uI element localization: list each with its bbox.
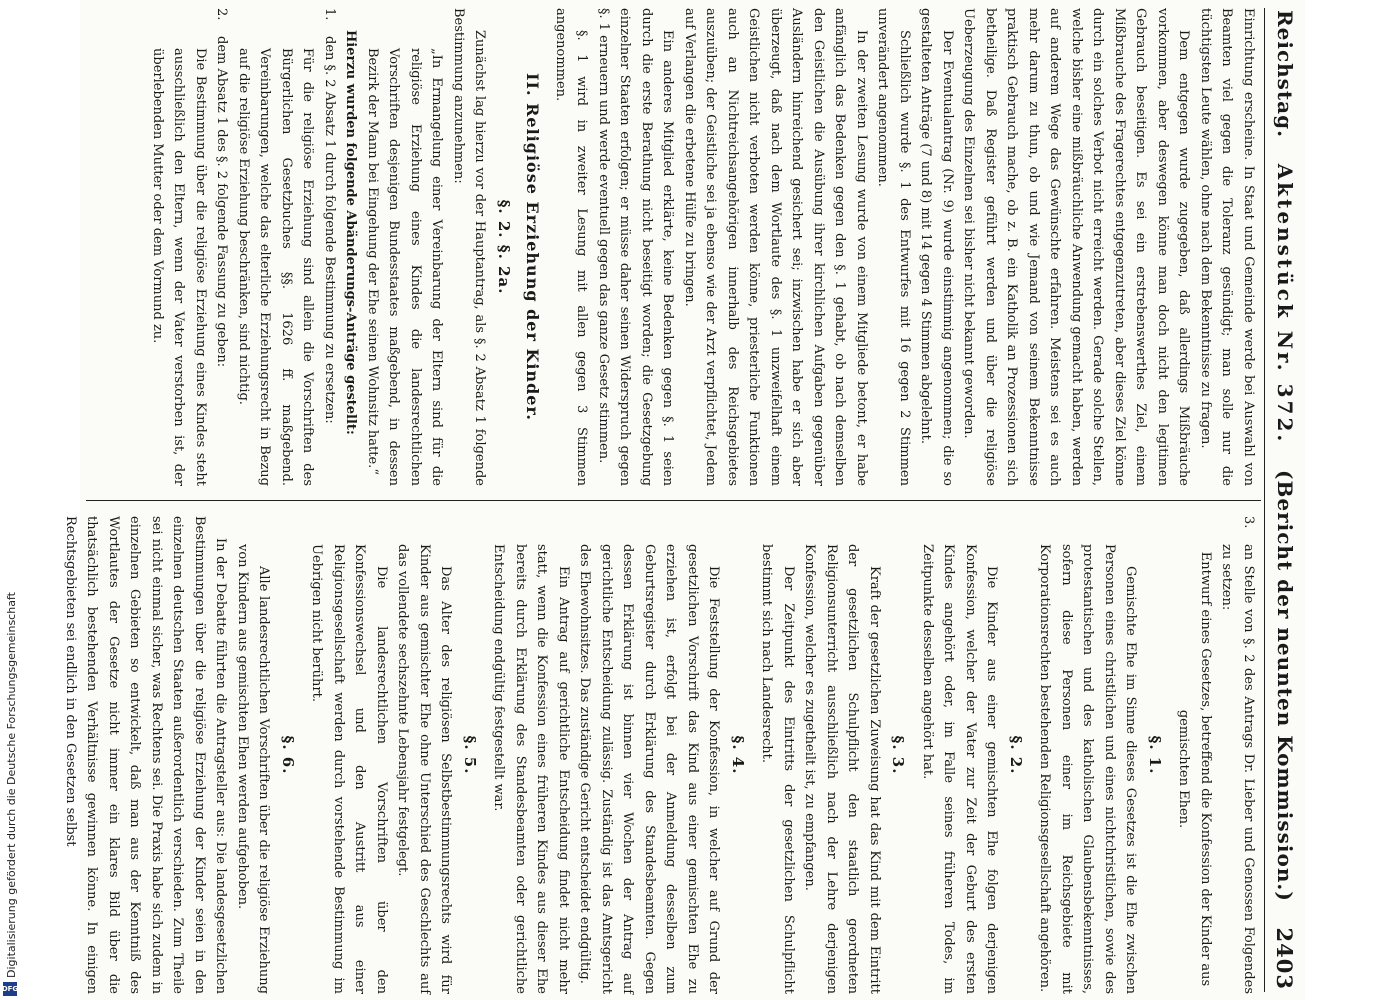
section-number: §. 1. [1146, 735, 1164, 775]
paragraph: Der Zeitpunkt des Eintritts der gesetzlichen Schulpflicht bestimmt sich nach Landesrecht. [759, 544, 796, 994]
section-number: §. 6. [279, 735, 297, 775]
list-item [211, 8, 233, 486]
section-number: §. 4. [729, 735, 747, 775]
paragraph: Der Eventualantrag (Nr. 9) wurde einstimmig angenommen; die so gestalteten Anträge (7 und 8) mit 14 gegen 4 Stimmen abgelehnt. [918, 8, 955, 486]
item-number: 1. [322, 8, 337, 21]
page-header [1269, 10, 1299, 990]
paragraph: Das Alter des religiösen Selbstbestimmungsrechts wird für Kinder aus gemischter Ehe ohne Unterschied des Geschlechts auf das vollendete sechszehnte Lebensjahr festgelegt. [395, 544, 454, 994]
right-column [63, 516, 1259, 994]
section-numbers: §. 2. §. 2a. [495, 199, 513, 295]
paragraph: Alle landesrechtlichen Vorschriften über die religiöse Erziehung von Kindern aus gemischten Ehen werden aufgehoben. [235, 544, 272, 994]
item-number: 2. [214, 8, 230, 21]
paragraph: Ein Antrag auf gerichtliche Entscheidung findet nicht mehr statt, wenn die Konfession eines früheren Kindes aus dieser Ehe bereits durch Erklärung des Standesbeamten oder gerichtliche Entscheidung endgültig festgestellt war. [491, 544, 571, 994]
paragraph: Die Feststellung der Konfession, in welcher auf Grund der gesetzlichen Vorschrift das Kind aus einer gemischten Ehe zu erziehen ist, erfolgt bei der Anmeldung desselben zum Geburtsregister durch Erklärung des Standesbeamten. Gegen dessen Erklärung ist binnen vier Wochen der Antrag auf gerichtliche Entscheidung zulässig. Zuständig ist das Amtsgericht des Ehewohnsitzes. Das zuständige Gericht entscheidet endgültig. [577, 544, 722, 994]
header-right: (Bericht der neunten Kommission.) [1272, 470, 1297, 902]
quoted-provision: Für die religiöse Erziehung sind allein die Vorschriften des Bürgerlichen Gesetzbuches §§. 1626 ff. maßgebend. Vereinbarungen, welche das elterliche Erziehungsrecht in Bezug auf die religiöse Erziehung beschränken, sind nichtig. [236, 48, 316, 486]
item-text: an Stelle von §. 2 des Antrags Dr. Lieber und Genossen Folgendes zu setzen: [1219, 544, 1256, 994]
section-number: §. 5. [461, 735, 479, 775]
draft-title: Entwurf eines Gesetzes, betreffend die Konfession der Kinder aus gemischten Ehen. [1176, 551, 1213, 987]
paragraph: In der Debatte führten die Antragsteller aus: Die landesgesetzlichen Bestimmungen über die religiöse Erziehung der Kinder seien in den einzelnen deutschen Staaten außerordentlich verschieden. Zum Theile sei nicht einmal sicher, was Rechtens sei. Die Praxis habe sich zudem in einzelnen Gebieten so entwickelt, daß man aus der Kenntniß des Wortlautes der Gesetze nicht immer ein klares Bild über die thatsächlich bestehenden Verhältnisse gewinnen könne. In einigen Rechtsgebieten sei endlich in den Gesetzen selbst [63, 516, 229, 994]
paragraph: Einrichtung erscheine. In Staat und Gemeinde werde bei Auswahl von Beamten viel gegen die Toleranz gesündigt; man solle nur die tüchtigsten Leute wählen, ohne nach dem Bekenntnisse zu fragen. [1198, 8, 1256, 486]
left-column [86, 8, 1259, 486]
scanned-page [63, 0, 1305, 1000]
paragraph: Schließlich wurde §. 1 des Entwurfes mit 16 gegen 2 Stimmen unverändert angenommen. [875, 8, 912, 486]
paragraph: Gemischte Ehe im Sinne dieses Gesetzes ist die Ehe zwischen Personen eines christlichen und eines nichtchristlichen, sowie des protestantischen und des katholischen Glaubensbekenntnisses, sofern diese Personen einer im Reichsgebiete mit Korporationsrechten bestehenden Religionsgesellschaft angehören. [1037, 544, 1139, 994]
header-left: Reichstag. [1272, 10, 1297, 139]
list-item [319, 8, 341, 486]
item-text: dem Absatz 1 des §. 2 folgende Fassung zu geben: [214, 36, 230, 368]
quoted-provision: „In Ermangelung einer Vereinbarung der Eltern sind für die religiöse Erziehung eines Kindes die landesrechtlichen Vorschriften desjenigen Bundesstaates maßgebend, in dessen Bezirk der Mann bei Eingehung der Ehe seinen Wohnsitz hatte.“ [365, 48, 445, 486]
item-text: den §. 2 Absatz 1 durch folgende Bestimmung zu ersetzen: [322, 36, 337, 424]
dfg-logo: DFG [3, 982, 17, 996]
side-credit [0, 0, 22, 1000]
paragraph: Dem entgegen wurde zugegeben, daß allerdings Mißbräuche vorkommen, aber deswegen könne man doch nicht den legitimen Gebrauch beseitigen. Es sei ein erstrebenswerthes Ziel, einem Mißbrauche des Fragerechtes entgegenzutreten, aber dieses Ziel könne durch ein solches Verbot nicht erreicht werden. Gerade solche Stellen, welche bisher eine mißbräuchliche Anwendung gemacht haben, werden auf anderem Wege das Gewünschte erfahren. Meistens sei es auch mehr darum zu thun, ob und wie Jemand von seinem Bekenntnisse praktisch Gebrauch mache, ob z. B. ein Katholik an Prozessionen sich betheilige. Daß Register geführt werden und über die religiöse Ueberzeugung des Einzelnen sei bisher nicht bekannt geworden. [961, 8, 1192, 486]
page-number: 2403 [1271, 927, 1297, 990]
paragraph: Die Kinder aus einer gemischten Ehe folgen derjenigen Konfession, welcher der Vater zur Zeit der Geburt des ersten Kindes angehört oder, im Falle seines früheren Todes, im Zeitpunkte desselben angehört hat. [920, 544, 1000, 994]
paragraph: §. 1 wird in zweiter Lesung mit allen gegen 3 Stimmen angenommen. [553, 8, 590, 486]
section-heading: II. Religiöse Erziehung der Kinder. [523, 73, 543, 421]
paragraph: Zunächst lag hierzu vor der Hauptantrag, als §. 2 Absatz 1 folgende Bestimmung anzunehmen: [451, 8, 488, 486]
header-rule [1264, 8, 1265, 992]
quoted-provision: Die Bestimmung über die religiöse Erziehung eines Kindes steht ausschließlich den Eltern, wenn der Vater verstorben ist, der überlebenden Mutter oder dem Vormund zu. [150, 48, 208, 486]
paragraph: Hierzu wurden folgende Abänderungs-Anträge gestellt: [343, 30, 359, 435]
header-center: Aktenstück Nr. 372. [1272, 163, 1297, 445]
column-divider [86, 500, 1261, 501]
digitization-credit: Digitalisierung gefördert durch die Deutsche Forschungsgemeinschaft [5, 592, 18, 978]
paragraph: Die landesrechtlichen Vorschriften über den Konfessionswechsel und den Austritt aus einer Religionsgesellschaft werden durch vorstehende Bestimmung im Uebrigen nicht berührt. [309, 544, 389, 994]
item-number: 3. [1241, 516, 1256, 529]
section-number: §. 2. [1007, 735, 1025, 775]
section-number: §. 3. [889, 735, 908, 775]
paragraph: In der zweiten Lesung wurde von einem Mitgliede betont, er habe anfänglich das Bedenken gegen den §. 1 gehabt, ob nach demselben den Geistlichen die Ausübung ihrer kirchlichen Aufgaben gegenüber Ausländern hinreichend gesichert sei; inzwischen habe er sich aber überzeugt, daß nach dem Wortlaute des §. 1 unzweifelhaft einem Geistlichen nicht verboten werden könne, priesterliche Funktionen auch an Nichtreichsangehörigen innerhalb des Reichsgebietes auszuüben; der Geistliche sei ja ebenso wie der Arzt verpflichtet, Jedem auf Verlangen die erbetene Hülfe zu bringen. [682, 8, 869, 486]
list-item [1216, 516, 1259, 994]
paragraph: Ein anderes Mitglied erklärte, keine Bedenken gegen §. 1 seien durch die erste Berathung nicht beseitigt worden; die Gesetzgebung einzelner Staaten erfolgen; er müsse daher seinen Widerspruch gegen §. 1 erneuern und werde eventuell gegen das ganze Gesetz stimmen. [596, 8, 676, 486]
paragraph: Kraft der gesetzlichen Zuweisung hat das Kind mit dem Eintritt der gesetzlichen Schulpflicht den staatlich geordneten Religionsunterricht ausschließlich nach der Lehre derjenigen Konfession, welcher es zugetheilt ist, zu empfangen. [802, 544, 882, 994]
